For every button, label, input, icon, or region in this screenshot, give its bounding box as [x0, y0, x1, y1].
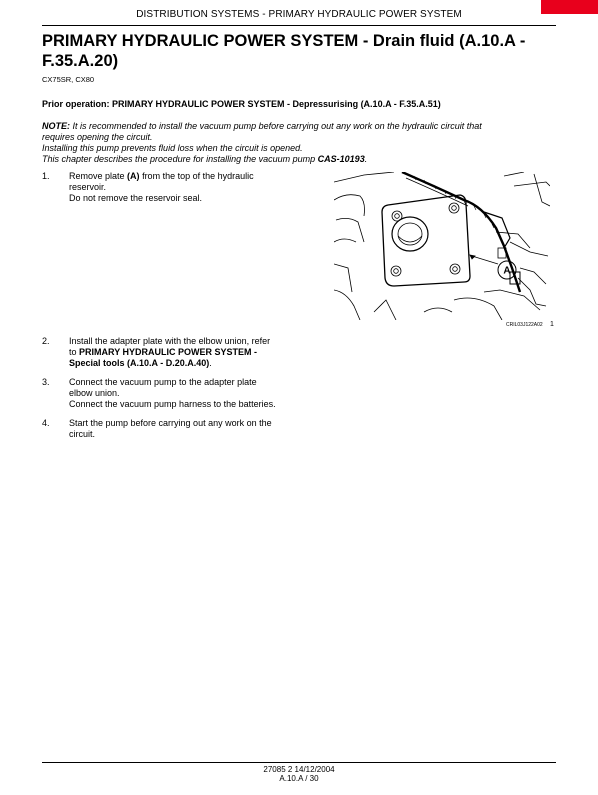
step-1-line-3: Do not remove the reservoir seal.	[69, 193, 203, 203]
step-number: 2.	[42, 336, 50, 346]
step-2-text-end: .	[209, 358, 212, 368]
note-line-1: It is recommended to install the vacuum pump before carrying out any work on the hydraulic circuit that	[72, 121, 482, 131]
figure-caption: CRIL03J122A02	[506, 322, 543, 328]
note-line-4: This chapter describes the procedure for installing the vacuum pump	[42, 154, 316, 164]
step-2-reference-b[interactable]: Special tools (A.10.A - D.20.A.40)	[69, 358, 210, 368]
prior-operation	[42, 99, 441, 109]
step-text	[69, 336, 270, 369]
step-1-text-b: from the top of the hydraulic	[142, 171, 254, 181]
step-3-line-1: Connect the vacuum pump to the adapter plate	[69, 377, 257, 387]
step-4-line-1: Start the pump before carrying out any work on the	[69, 418, 272, 428]
running-header: DISTRIBUTION SYSTEMS - PRIMARY HYDRAULIC POWER SYSTEM	[136, 9, 462, 20]
note-line-4-end: .	[364, 154, 368, 164]
step-3-line-2: elbow union.	[69, 388, 120, 398]
step-2-text-a: to	[69, 347, 77, 357]
model-list: CX75SR, CX80	[42, 75, 95, 84]
note-line-2: requires opening the circuit.	[42, 132, 153, 142]
page-title-line1: PRIMARY HYDRAULIC POWER SYSTEM - Drain fluid (A.10.A -	[42, 32, 526, 50]
step-1-text-a: Remove plate	[69, 171, 125, 181]
step-number: 4.	[42, 418, 50, 428]
step-text	[69, 418, 272, 440]
figure-number: 1	[550, 321, 554, 328]
footer-divider	[42, 762, 556, 763]
step-1-line-2: reservoir.	[69, 182, 107, 192]
note-label: NOTE:	[42, 121, 70, 131]
header-divider	[42, 25, 556, 26]
step-text	[69, 171, 254, 204]
step-number: 3.	[42, 377, 50, 387]
prior-operation-link[interactable]: PRIMARY HYDRAULIC POWER SYSTEM - Depressurising (A.10.A - F.35.A.51)	[112, 99, 441, 109]
tool-reference: CAS-10193	[317, 154, 365, 164]
step-text	[69, 377, 276, 410]
figure-callout-a: A	[503, 265, 511, 277]
note-line-3: Installing this pump prevents fluid loss when the circuit is opened.	[42, 143, 303, 153]
step-2-line-1: Install the adapter plate with the elbow union, refer	[69, 336, 271, 346]
page-title	[42, 31, 542, 71]
step-2-reference-a[interactable]: PRIMARY HYDRAULIC POWER SYSTEM -	[79, 347, 258, 357]
step-4-line-2: circuit.	[69, 429, 96, 439]
prior-operation-label: Prior operation:	[42, 99, 110, 109]
page-title-line2: F.35.A.20)	[42, 52, 119, 70]
step-number: 1.	[42, 171, 50, 181]
note-block	[42, 121, 552, 165]
step-3-line-3: Connect the vacuum pump harness to the batteries.	[69, 399, 276, 409]
step-1-callout-ref: (A)	[127, 171, 140, 181]
hydraulic-reservoir-figure	[334, 172, 550, 320]
footer-page-ref: A.10.A / 30	[279, 774, 319, 783]
footer-doc-info: 27085 2 14/12/2004	[263, 765, 335, 774]
